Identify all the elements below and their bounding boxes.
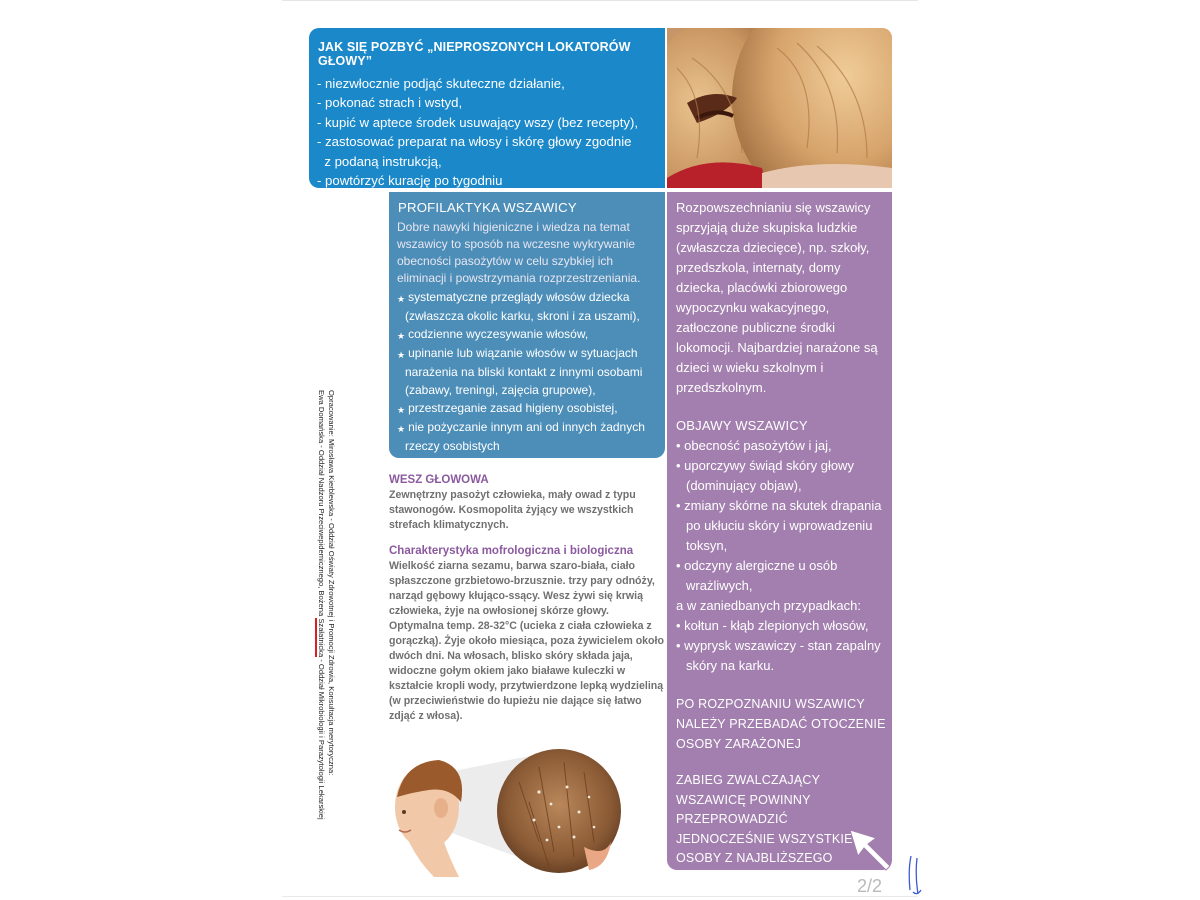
list-item: • kołtun - kłąb zlepionych włosów,: [676, 618, 869, 633]
list-item: ★ systematyczne przeglądy włosów dziecka (zwłaszcza okolic karku, skroni i za uszami),: [397, 290, 640, 323]
characteristics-text: Wielkość ziarna sezamu, barwa szaro-biała, ciało spłaszczone grzbietowo-brzusznie. trzy pary odnóży, narząd gębowy kłująco-ssący. Wesz żywi się krwią człowieka, żyje na owłosionej skórze głowy. Optymalna temp. 28-32°C (ucieka z ciała człowieka z gorączką). Żyje około miesiąca, poza żywicielem około dwóch dni. Na włosach, blisko skóry składa jaja, widoczne gołym okiem jako białawe kuleczki w kształcie kropli wody, przytwierdzone lepką wydzieliną (w przeciwieństwie do łupieżu nie dające się łatwo zdjąć z włosa).: [389, 560, 664, 722]
list-item: • odczyny alergiczne u osób wrażliwych,: [676, 558, 838, 593]
star-bullet-icon: ★: [397, 424, 406, 434]
prophylaxis-title: PROFILAKTYKA WSZAWICY: [398, 200, 577, 215]
treat-all-text: ZABIEG ZWALCZAJĄCY WSZAWICĘ POWINNY PRZEPROWADZIĆ JEDNOCZEŚNIE WSZYSTKIE OSOBY Z NAJBLIŻSZEGO OTOCZENIA: [676, 773, 853, 885]
authors-line: Opracowanie: Mirosława Kierblewska - Oddział Oświaty Zdrowotnej i Promocji Zdrowia, Konsultacja merytoryczna:: [327, 390, 336, 776]
louse-title: WESZ GŁOWOWA: [389, 474, 489, 486]
list-item: ★ przestrzeganie zasad higieny osobistej,: [397, 401, 618, 415]
list-item: ★ upinanie lub wiązanie włosów w sytuacjach narażenia na bliski kontakt z innymi osobami (zabawy, treningi, zajęcia grupowe),: [397, 346, 643, 397]
prophylaxis-intro: Dobre nawyki higieniczne i wiedza na temat wszawicy to sposób na wczesne wykrywanie obecności pasożytów w celu szybkiej ich eliminacji i powstrzymania rozprzestrzeniania.: [397, 220, 641, 285]
list-item: • obecność pasożytów i jaj,: [676, 438, 832, 453]
treatment-item: - zastosować preparat na włosy i skórę głowy zgodnie: [317, 134, 632, 150]
treatment-item: z podaną instrukcją,: [317, 153, 442, 169]
page-number: 2/2: [857, 876, 883, 896]
star-bullet-icon: ★: [397, 350, 406, 360]
after-diagnosis-text: PO ROZPOZNANIU WSZAWICY NALEŻY PRZEBADAĆ OTOCZENIE OSOBY ZARAŻONEJ: [676, 697, 886, 751]
treatment-item: - powtórzyć kurację po tygodniu: [317, 173, 503, 189]
arrow-icon: [846, 826, 894, 874]
treatment-list: [317, 74, 657, 190]
star-bullet-icon: ★: [397, 294, 406, 304]
neglected-label: a w zaniedbanych przypadkach:: [676, 598, 862, 613]
info-column: [667, 192, 892, 885]
spread-text: Rozpowszechnianiu się wszawicy sprzyjają duże skupiska ludzkie (zwłaszcza dziecięce), np. szkoły, przedszkola, internaty, domy dziecka, placówki zbiorowego wypoczynku wakacyjnego, zatłoczone publiczne środki lokomocji. Najbardziej narażone są dzieci w wieku szkolnym i przedszkolnym.: [676, 200, 878, 395]
authors-line: Ewa Domańska - Oddział Nadzoru Przeciwepidemicznego, Bożena Szałatnicka - Oddział Mikrobiologii i Parazytologii Lekarskiej: [317, 390, 326, 820]
top-rule: [282, 0, 918, 1]
symptoms-title: OBJAWY WSZAWICY: [676, 418, 808, 433]
star-bullet-icon: ★: [397, 405, 406, 415]
list-item: • uporczywy świąd skóry głowy (dominujący objaw),: [676, 458, 854, 493]
symptoms-list: [676, 436, 886, 596]
prophylaxis-list: [397, 288, 659, 455]
signature-mark: [905, 850, 925, 898]
treatment-title: JAK SIĘ POZBYĆ „NIEPROSZONYCH LOKATORÓW GŁOWY”: [318, 40, 631, 68]
neglected-list: [676, 616, 886, 676]
bottom-rule: [282, 896, 918, 897]
list-item: ★ codzienne wyczesywanie włosów,: [397, 327, 589, 341]
prophylaxis-box: [389, 192, 665, 458]
authors-credit: [306, 390, 336, 830]
treatment-item: - kupić w aptece środek usuwający wszy (bez recepty),: [317, 114, 639, 130]
star-bullet-icon: ★: [397, 331, 406, 341]
treatment-item: - pokonać strach i wstyd,: [317, 95, 463, 111]
list-item: • zmiany skórne na skutek drapania po ukłuciu skóry i wprowadzeniu toksyn,: [676, 498, 882, 553]
louse-description: [389, 474, 664, 724]
hair-photo: [667, 28, 892, 188]
characteristics-title: Charakterystyka mofrologiczna i biologiczna: [389, 545, 634, 557]
treatment-item: - niezwłocznie podjąć skuteczne działanie,: [317, 76, 565, 91]
louse-text: Zewnętrzny pasożyt człowieka, mały owad z typu stawonogów. Kosmopolita żyjący we wszystkich strefach klimatycznych.: [389, 489, 636, 531]
list-item: • wyprysk wszawiczy - stan zapalny skóry na karku.: [676, 638, 881, 673]
list-item: ★ nie pożyczanie innym ani od innych żadnych rzeczy osobistych: [397, 420, 645, 453]
head-lice-illustration: [389, 742, 621, 882]
treatment-box: [309, 28, 665, 188]
